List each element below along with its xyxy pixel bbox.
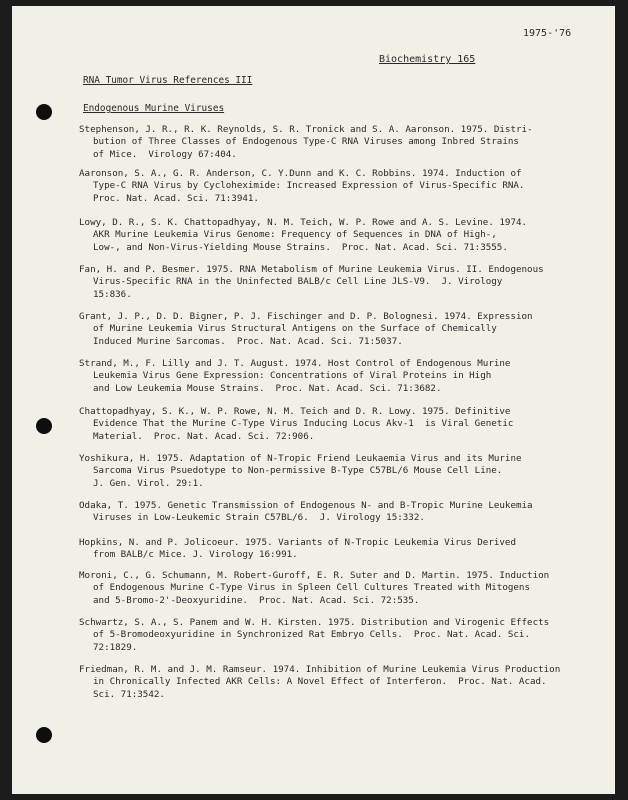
reference-line: AKR Murine Leukemia Virus Genome: Frequency of Sequences in DNA of High-, — [93, 229, 497, 241]
reference-line: Aaronson, S. A., G. R. Anderson, C. Y.Dunn and K. C. Robbins. 1974. Induction of — [79, 168, 522, 179]
series-title: RNA Tumor Virus References III — [83, 75, 253, 86]
reference-line: 72:1829. — [93, 641, 138, 653]
reference-line: Sarcoma Virus Psuedotype to Non-permissive B-Type C57BL/6 Mouse Cell Line. — [93, 465, 503, 477]
reference-line: Type-C RNA Virus by Cycloheximide: Increased Expression of Virus-Specific RNA. — [93, 180, 525, 192]
reference-line: bution of Three Classes of Endogenous Type-C RNA Viruses among Inbred Strains — [93, 136, 519, 148]
reference-line: Induced Murine Sarcomas. Proc. Nat. Acad. Sci. 71:5037. — [93, 335, 403, 347]
reference-line: Proc. Nat. Acad. Sci. 71:3941. — [93, 192, 259, 204]
reference-entry — [79, 406, 599, 443]
reference-line: and 5-Bromo-2'-Deoxyuridine. Proc. Nat. Acad. Sci. 72:535. — [93, 594, 420, 606]
reference-line: Odaka, T. 1975. Genetic Transmission of Endogenous N- and B-Tropic Murine Leukemia — [79, 500, 533, 511]
reference-entry — [79, 453, 599, 490]
course-title: Biochemistry 165 — [379, 54, 476, 65]
reference-entry — [79, 500, 599, 525]
reference-line: from BALB/c Mice. J. Virology 16:991. — [93, 549, 298, 561]
reference-line: and Low Leukemia Mouse Strains. Proc. Nat. Acad. Sci. 71:3682. — [93, 382, 442, 394]
reference-entry — [79, 311, 599, 348]
reference-line: Stephenson, J. R., R. K. Reynolds, S. R. Tronick and S. A. Aaronson. 1975. Distri- — [79, 124, 533, 135]
reference-entry — [79, 358, 599, 395]
reference-entry — [79, 124, 599, 161]
reference-line: of Endogenous Murine C-Type Virus in Spleen Cell Cultures Treated with Mitogens — [93, 582, 530, 594]
reference-line: Hopkins, N. and P. Jolicoeur. 1975. Variants of N-Tropic Leukemia Virus Derived — [79, 537, 516, 548]
reference-line: Viruses in Low-Leukemic Strain C57BL/6. J. Virology 15:332. — [93, 512, 425, 524]
reference-entry — [79, 264, 599, 301]
reference-entry — [79, 537, 599, 562]
reference-line: Friedman, R. M. and J. M. Ramseur. 1974. Inhibition of Murine Leukemia Virus Production — [79, 664, 561, 675]
reference-line: in Chronically Infected AKR Cells: A Novel Effect of Interferon. Proc. Nat. Acad. — [93, 676, 547, 688]
reference-line: Evidence That the Murine C-Type Virus Inducing Locus Akv-1 is Viral Genetic — [93, 418, 514, 430]
reference-line: Low-, and Non-Virus-Yielding Mouse Strains. Proc. Nat. Acad. Sci. 71:3555. — [93, 241, 508, 253]
reference-entry — [79, 664, 599, 701]
section-heading: Endogenous Murine Viruses — [83, 103, 225, 114]
reference-line: Strand, M., F. Lilly and J. T. August. 1974. Host Control of Endogenous Murine — [79, 358, 511, 369]
reference-line: Yoshikura, H. 1975. Adaptation of N-Tropic Friend Leukaemia Virus and its Murine — [79, 453, 522, 464]
reference-entry — [79, 217, 599, 254]
reference-line: Virus-Specific RNA in the Uninfected BALB/c Cell Line JLS-V9. J. Virology — [93, 276, 503, 288]
reference-line: J. Gen. Virol. 29:1. — [93, 477, 204, 489]
reference-line: of 5-Bromodeoxyuridine in Synchronized Rat Embryo Cells. Proc. Nat. Acad. Sci. — [93, 629, 530, 641]
punch-hole — [36, 727, 52, 743]
reference-line: 15:836. — [93, 288, 132, 300]
reference-entry — [79, 168, 599, 205]
reference-entry — [79, 570, 599, 607]
reference-line: of Mice. Virology 67:404. — [93, 148, 237, 160]
reference-line: Fan, H. and P. Besmer. 1975. RNA Metabolism of Murine Leukemia Virus. II. Endogenous — [79, 264, 544, 275]
reference-line: Chattopadhyay, S. K., W. P. Rowe, N. M. Teich and D. R. Lowy. 1975. Definitive — [79, 406, 511, 417]
reference-line: Moroni, C., G. Schumann, M. Robert-Guroff, E. R. Suter and D. Martin. 1975. Induction — [79, 570, 550, 581]
reference-line: of Murine Leukemia Virus Structural Antigens on the Surface of Chemically — [93, 323, 497, 335]
reference-line: Lowy, D. R., S. K. Chattopadhyay, N. M. Teich, W. P. Rowe and A. S. Levine. 1974. — [79, 217, 528, 228]
reference-entry — [79, 617, 599, 654]
reference-line: Grant, J. P., D. D. Bigner, P. J. Fischinger and D. P. Bolognesi. 1974. Expression — [79, 311, 533, 322]
reference-line: Sci. 71:3542. — [93, 688, 165, 700]
reference-line: Material. Proc. Nat. Acad. Sci. 72:906. — [93, 430, 315, 442]
punch-hole — [36, 104, 52, 120]
reference-line: Leukemia Virus Gene Expression: Concentrations of Viral Proteins in High — [93, 370, 492, 382]
document-page — [12, 6, 615, 794]
year-label: 1975-'76 — [523, 28, 572, 39]
punch-hole — [36, 418, 52, 434]
reference-line: Schwartz, S. A., S. Panem and W. H. Kirsten. 1975. Distribution and Virogenic Effects — [79, 617, 550, 628]
